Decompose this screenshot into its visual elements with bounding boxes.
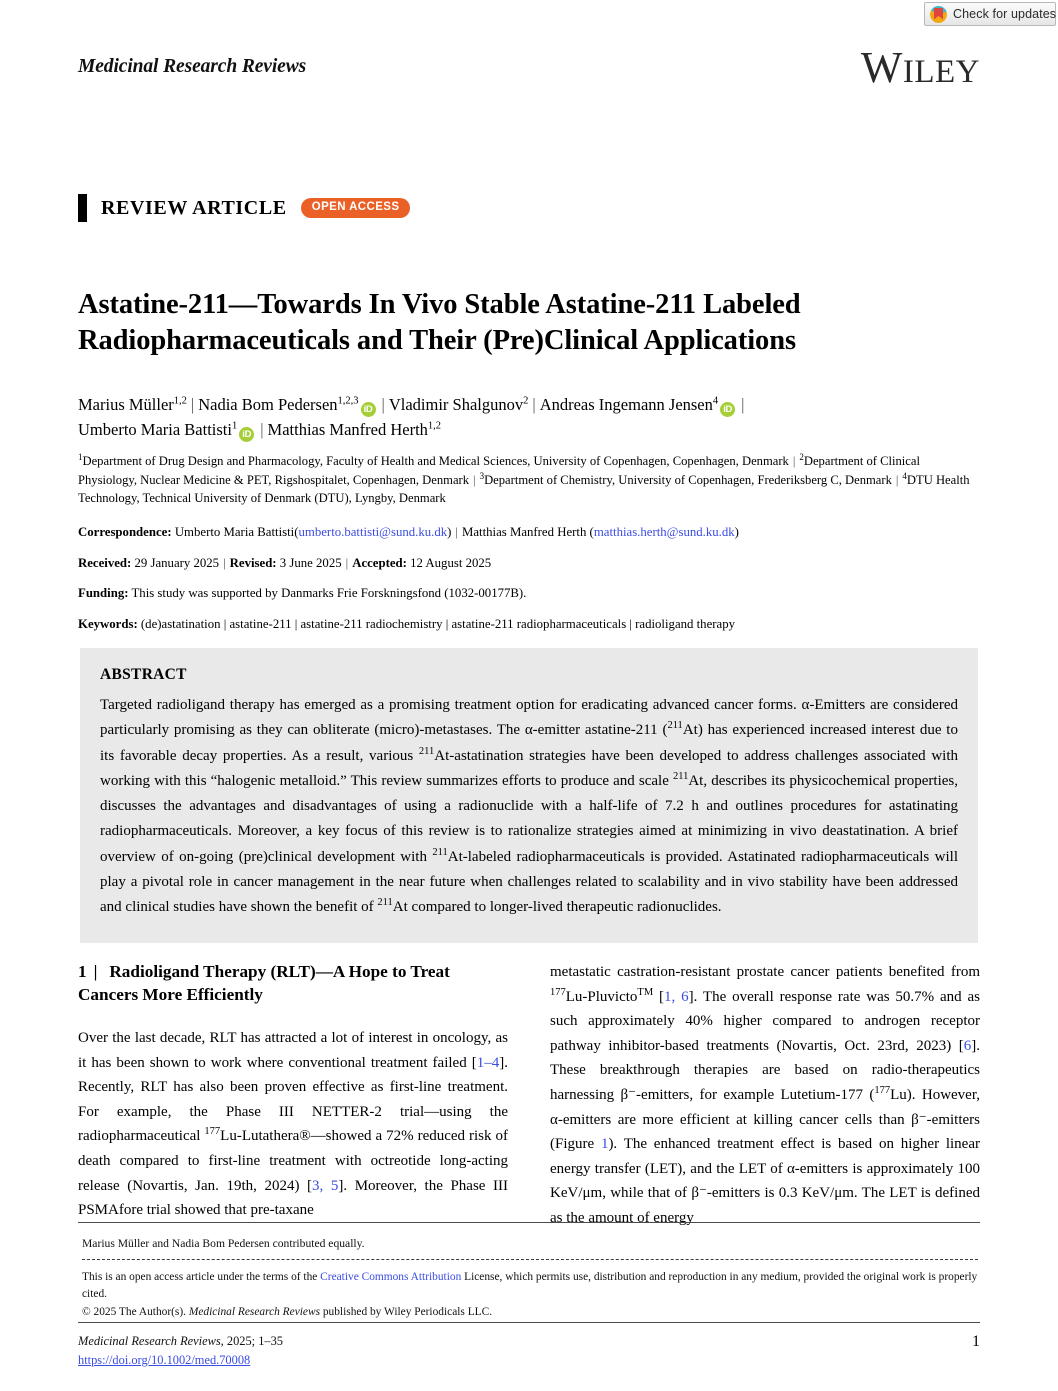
keywords-label: Keywords: xyxy=(78,616,138,631)
copyright-note xyxy=(82,1305,978,1320)
orcid-icon[interactable]: iD xyxy=(361,402,376,417)
abstract-superscript: 211 xyxy=(667,720,683,732)
text-part: Over the last decade, RLT has attracted a lot of interest in oncology, as it has been shown to work where conventional treatment failed [ xyxy=(78,1030,508,1071)
author-separator: | xyxy=(741,395,745,414)
revised-date: 3 June 2025 xyxy=(279,555,342,570)
affiliation-number: 3 xyxy=(479,470,485,481)
author-list xyxy=(78,392,978,442)
text-part: ]. Moreover, the Phase III PSMAfore trial showed that pre-taxane xyxy=(78,1177,509,1219)
wiley-logo-initial: W xyxy=(860,43,903,92)
author-affil-ref: 1,2,3 xyxy=(337,395,359,407)
section-title: Radioligand Therapy (RLT)—A Hope to Treat Cancers More Efficiently xyxy=(78,962,450,1004)
abstract-section xyxy=(80,648,978,943)
correspondence-email-1[interactable]: umberto.battisti@sund.ku.dk xyxy=(298,525,448,539)
funding-text: This study was supported by Danmarks Frie Forskningsfond (1032-00177B). xyxy=(131,586,527,600)
dates-separator: | xyxy=(345,555,349,570)
text-part: metastatic castration-resistant prostate cancer patients benefited from xyxy=(550,964,980,980)
article-type-label: REVIEW ARTICLE xyxy=(101,196,287,219)
footnote-rule xyxy=(78,1222,980,1223)
article-type-bar xyxy=(78,194,87,222)
abstract-part: Targeted radioligand therapy has emerged as a promising treatment option for eradicating advanced cancer forms. α-Emitters are considered particularly promising as they can obliterate (micro)-metastases. The α-emitter astatine-211 ( xyxy=(100,697,958,739)
author-separator: | xyxy=(260,420,264,439)
equal-contribution-note: Marius Müller and Nadia Bom Pedersen contributed equally. xyxy=(82,1237,365,1250)
journal-citation-title: Medicinal Research Reviews xyxy=(78,1334,221,1348)
author-item xyxy=(389,395,529,414)
dates-separator: | xyxy=(223,555,226,570)
page-title: Astatine-211—Towards In Vivo Stable Astatine-211 Labeled Radiopharmaceuticals and Their (Pre)Clinical Applications xyxy=(78,289,801,357)
author-separator: | xyxy=(190,395,195,414)
abstract-part: At compared to longer-lived therapeutic radionuclides. xyxy=(392,899,722,916)
section-heading xyxy=(78,960,508,1006)
author-affil-ref: 1,2 xyxy=(427,420,442,432)
license-note xyxy=(82,1269,978,1302)
author-separator: | xyxy=(381,395,385,414)
accepted-date: 12 August 2025 xyxy=(410,555,492,570)
accepted-label: Accepted: xyxy=(352,555,407,570)
orcid-icon[interactable]: iD xyxy=(720,402,735,417)
journal-citation xyxy=(78,1333,980,1369)
citation-ref[interactable]: 1, 6 xyxy=(664,988,689,1005)
abstract-superscript: 211 xyxy=(672,770,689,782)
affiliation-number: 2 xyxy=(799,451,804,462)
author-name: Nadia Bom Pedersen xyxy=(198,395,338,414)
journal-masthead xyxy=(78,43,980,100)
author-name: Marius Müller xyxy=(78,395,174,414)
right-column xyxy=(550,960,980,1226)
revised-label: Revised: xyxy=(229,555,277,570)
doi-link[interactable]: https://doi.org/10.1002/med.70008 xyxy=(78,1353,251,1367)
author-name: Andreas Ingemann Jensen xyxy=(539,395,713,414)
author-affil-ref: 2 xyxy=(523,395,529,407)
figure-ref[interactable]: 1 xyxy=(600,1136,609,1153)
article-type-row xyxy=(78,194,410,222)
keywords-line xyxy=(78,616,978,632)
author-item xyxy=(540,395,718,414)
isotope-superscript: 177 xyxy=(204,1126,221,1138)
abstract-heading: ABSTRACT xyxy=(100,666,187,683)
affiliation-number: 4 xyxy=(902,470,907,481)
wiley-logo-rest: ILEY xyxy=(902,54,980,90)
affiliation-separator: | xyxy=(895,472,899,487)
abstract-text xyxy=(100,693,958,921)
author-name: Vladimir Shalgunov xyxy=(388,395,524,414)
received-label: Received: xyxy=(78,555,132,570)
correspondence-line: Correspondence: Umberto Maria Battisti(umberto.battisti@sund.ku.dk) | Matthias Manfred Herth (matthias.herth@sund.ku.dk) xyxy=(78,525,739,539)
text-part: Lu). However, α-emitters are more efficient at killing cancer cells than β⁻-emitters (Figure xyxy=(550,1086,980,1153)
received-date: 29 January 2025 xyxy=(134,555,220,570)
footer-rule xyxy=(78,1322,980,1323)
author-item xyxy=(78,420,237,439)
abstract-superscript: 211 xyxy=(377,897,393,909)
text-part: Lu-Lutathera®—showed a 72% reduced risk of death compared to first-line treatment with octreotide long-acting release (Novartis, Jan. 19th, 2024) [ xyxy=(78,1128,508,1194)
copyright-part: © 2025 The Author(s). xyxy=(82,1306,189,1318)
orcid-icon[interactable]: iD xyxy=(239,427,254,442)
author-item xyxy=(268,420,442,439)
author-affil-ref: 4 xyxy=(712,395,719,407)
correspondence-separator: | xyxy=(455,525,458,539)
affiliations xyxy=(78,452,978,508)
abstract-part: At, describes its physicochemical properties, discusses the advantages and disadvantages of using a radionuclide with a half-life of 7.2 h and outlines procedures for astatinating radiopharmaceuticals. Moreover, a key focus of this review is to rationalize strategies aimed at minimizing in vivo deastatination. A brief overview of on-going (pre)clinical development with xyxy=(100,772,958,865)
text-part: [ xyxy=(653,988,665,1005)
correspondence-author-2: Matthias Manfred Herth xyxy=(461,525,587,539)
copyright-part: published by Wiley Periodicals LLC. xyxy=(320,1306,493,1318)
trademark-superscript: TM xyxy=(637,986,654,998)
body-columns xyxy=(78,960,980,1226)
author-item xyxy=(78,395,187,414)
crossmark-icon xyxy=(930,6,947,23)
citation-ref[interactable]: 3, 5 xyxy=(312,1177,339,1194)
affiliation-separator: | xyxy=(473,472,476,487)
keywords-text: (de)astatination | astatine-211 | astatine-211 radiochemistry | astatine-211 radiopharmaceuticals | radioligand therapy xyxy=(140,616,735,631)
abstract-part: At) has experienced increased interest due to its favorable decay properties. As a result, various xyxy=(100,722,958,764)
author-name: Matthias Manfred Herth xyxy=(267,420,428,439)
text-part: ]. The overall response rate was 50.7% and as such approximately 40% higher compared to androgen receptor pathway inhibitor-based treatments (Novartis, Oct. 23rd, 2023) [ xyxy=(550,988,980,1054)
correspondence-author-1: Umberto Maria Battisti xyxy=(174,525,295,539)
section-bar: | xyxy=(93,962,98,981)
article-metadata xyxy=(78,524,978,646)
isotope-superscript: 177 xyxy=(550,986,566,998)
text-part: ]. These breakthrough therapies are based on radio-therapeutics harnessing β⁻-emitters, for example Lutetium-177 ( xyxy=(550,1037,980,1103)
abstract-superscript: 211 xyxy=(418,745,435,757)
author-affil-ref: 1,2 xyxy=(173,395,187,407)
affiliation-text: Department of Clinical Physiology, Nuclear Medicine & PET, Rigshospitalet, Copenhagen, Denmark xyxy=(78,454,920,487)
affiliation-separator: | xyxy=(792,454,796,468)
wiley-logo xyxy=(861,42,980,93)
funding-line xyxy=(78,585,978,601)
affiliation-text: Department of Drug Design and Pharmacology, Faculty of Health and Medical Sciences, University of Copenhagen, Copenhagen, Denmark xyxy=(82,454,789,468)
dashed-divider xyxy=(82,1259,978,1260)
text-part: Lu-Pluvicto xyxy=(565,988,638,1005)
abstract-part: At-astatination strategies have been developed to address challenges associated with working with this “halogenic metalloid.” This review summarizes efforts to produce and scale xyxy=(100,747,958,789)
affiliation-text: DTU Health Technology, Technical University of Denmark (DTU), Lyngby, Denmark xyxy=(78,472,970,505)
right-column-paragraph xyxy=(550,960,980,1231)
page-number: 1 xyxy=(972,1333,980,1350)
text-part: ]. Recently, RLT has also been proven effective as first-line treatment. For example, the Phase III NETTER-2 trial—using the radiopharmaceutical xyxy=(78,1054,508,1145)
abstract-part: At-labeled radiopharmaceuticals is provided. Astatinated radiopharmaceuticals will play a pivotal role in cancer management in the near future when challenges related to scalability and in vivo stability have been addressed and clinical studies have shown the benefit of xyxy=(100,848,958,916)
citation-ref[interactable]: 6 xyxy=(963,1037,972,1054)
citation-ref[interactable]: 1–4 xyxy=(476,1054,500,1071)
author-separator: | xyxy=(532,395,536,414)
journal-citation-rest: , 2025; 1–35 xyxy=(220,1334,283,1348)
text-part: ). The enhanced treatment effect is based on higher linear energy transfer (LET), and the LET of α-emitters is approximately 100 KeV/μm, while that of β⁻-emitters is 0.3 KeV/μm. The LET is defined as the amount of energy xyxy=(550,1136,980,1226)
affiliation-number: 1 xyxy=(78,451,83,462)
license-part: This is an open access article under the terms of the xyxy=(82,1271,321,1283)
check-for-updates-badge[interactable] xyxy=(924,2,1056,26)
check-for-updates-label: Check for updates xyxy=(953,7,1057,21)
left-column-paragraph xyxy=(78,1026,508,1223)
dates-line xyxy=(78,555,978,571)
left-column xyxy=(78,960,509,1219)
creative-commons-link[interactable]: Creative Commons Attribution xyxy=(320,1271,462,1283)
abstract-superscript: 211 xyxy=(432,846,448,858)
license-part: License, which permits use, distribution and reproduction in any medium, provided the original work is properly cited. xyxy=(82,1271,978,1300)
author-affil-ref: 1 xyxy=(231,420,238,432)
affiliation-text: Department of Chemistry, University of Copenhagen, Frederiksberg C, Denmark xyxy=(484,472,892,487)
funding-label: Funding: xyxy=(78,586,129,600)
correspondence-email-2[interactable]: matthias.herth@sund.ku.dk xyxy=(593,525,735,539)
open-access-badge: OPEN ACCESS xyxy=(301,198,411,218)
journal-name: Medicinal Research Reviews xyxy=(78,56,307,77)
author-name: Umberto Maria Battisti xyxy=(78,420,232,439)
author-item xyxy=(198,395,358,414)
isotope-superscript: 177 xyxy=(874,1084,891,1096)
copyright-journal-name: Medicinal Research Reviews xyxy=(188,1306,320,1318)
correspondence-label: Correspondence: xyxy=(78,525,172,539)
section-number: 1 xyxy=(78,962,87,981)
